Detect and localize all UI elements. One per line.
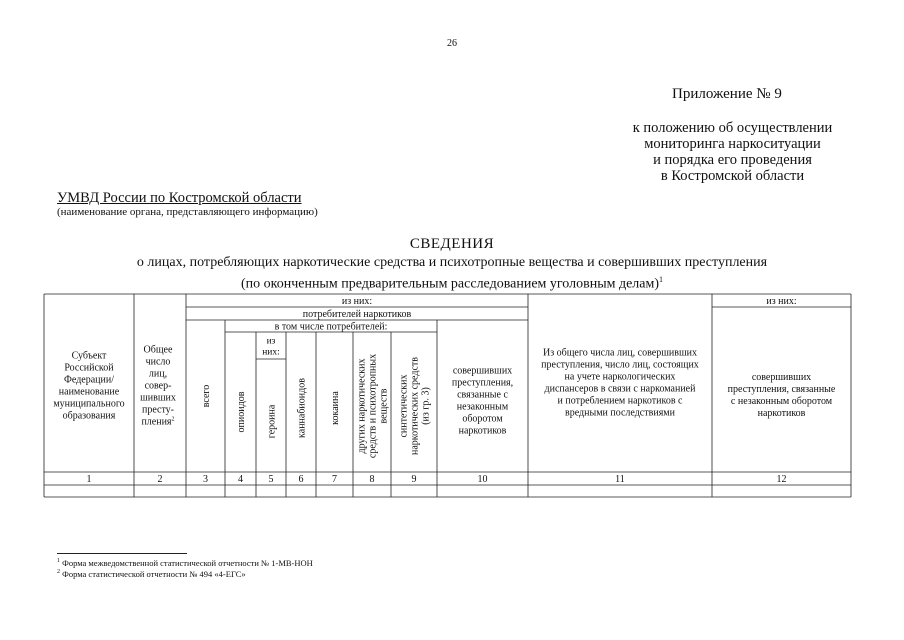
- column-number-1: [87, 474, 92, 485]
- subtitle-footnote-mark: 1: [659, 275, 664, 284]
- column-number-8: [370, 474, 375, 485]
- col-2-header-line: совер-: [144, 380, 172, 392]
- col-2-footnote-mark: 2: [171, 416, 175, 423]
- col-9-header: [399, 357, 432, 455]
- col-2-header: [140, 345, 176, 428]
- group-iz-nih: [342, 296, 372, 307]
- column-number-1-line: 1: [86, 474, 92, 485]
- col-5-header: [267, 404, 278, 438]
- group-right-iz-nih-line: из них:: [766, 296, 797, 307]
- col-5-header-line: героина: [266, 404, 278, 439]
- footnote-2-text: Форма статистической отчетности № 494 «4-ЕГС»: [62, 569, 246, 579]
- column-number-6-line: 6: [298, 474, 304, 485]
- column-number-11: [615, 474, 625, 485]
- group-small-iz-nih-line: из: [266, 336, 276, 347]
- col-2-header-line: Общее: [143, 344, 173, 356]
- col-4-header-line: опиоидов: [236, 391, 247, 433]
- col-11-header-line: и потреблением наркотиков с: [557, 395, 683, 407]
- column-number-2-line: 2: [157, 474, 163, 485]
- col-10-header-line: совершивших: [452, 365, 513, 377]
- table-text: [53, 296, 836, 485]
- column-number-2: [158, 474, 163, 485]
- col-12-header-line: с незаконным оборотом: [730, 396, 833, 407]
- col-6-header-line: каннабиоидов: [296, 378, 308, 438]
- column-number-5: [269, 474, 274, 485]
- col-1-header-line: Субъект: [71, 350, 107, 362]
- col-8-header: [357, 354, 390, 458]
- col-10-header-line: наркотиков: [458, 425, 507, 437]
- regulation-line: в Костромской области: [660, 168, 805, 184]
- footnote-2-mark: 2: [57, 569, 60, 576]
- col-8-header-line: средств и психотропных: [367, 353, 379, 459]
- column-number-6: [299, 474, 304, 485]
- col-1-header-line: муниципального: [53, 398, 125, 410]
- footnote-1-text: Форма межведомственной статистической отчетности № 1-МВ-НОН: [62, 558, 313, 568]
- col-12-header-line: преступления, связанные: [727, 384, 836, 395]
- column-number-5-line: 5: [268, 474, 274, 485]
- column-number-12-line: 12: [776, 474, 787, 485]
- regulation-line: и порядка его проведения: [653, 152, 812, 168]
- col-10-header-line: связанные с: [457, 389, 508, 401]
- col-1-header-line: образования: [62, 410, 116, 422]
- col-2-header-line: число: [145, 356, 171, 368]
- col-11-header-line: вредными последствиями: [565, 407, 675, 419]
- col-11-header-line: на учете наркологических: [564, 371, 676, 383]
- col-8-header-line: других наркотических: [356, 358, 368, 454]
- col-3-header-line: всего: [201, 384, 212, 408]
- col-10-header-line: незаконным: [456, 401, 509, 413]
- col-9-header-line: наркотических средств: [409, 357, 421, 455]
- column-number-3: [203, 474, 208, 485]
- col-10-header: [452, 366, 513, 437]
- group-consumers: [303, 309, 412, 320]
- col-12-header-line: наркотиков: [757, 408, 806, 419]
- regulation-line: к положению об осуществлении: [632, 120, 833, 136]
- col-2-header-line: пления$^2$: [141, 416, 175, 428]
- col-1-header-line: наименование: [58, 386, 120, 398]
- document-title: СВЕДЕНИЯ: [409, 236, 495, 252]
- footnote-1-mark: 1: [57, 558, 60, 565]
- footnote-1: [57, 558, 313, 568]
- col-12-header: [728, 372, 836, 419]
- group-small-iz-nih-line: них:: [262, 347, 280, 358]
- col-2-header-line: лиц,: [148, 368, 168, 380]
- col-1-header: [53, 351, 124, 422]
- col-9-header-line: (из гр. 3): [420, 387, 432, 425]
- col-11-header-line: диспансеров в связи с наркоманией: [544, 383, 696, 395]
- column-number-3-line: 3: [203, 474, 208, 485]
- col-12-header-line: совершивших: [751, 372, 812, 383]
- column-number-4-line: 4: [238, 474, 243, 485]
- organization-caption: (наименование органа, представляющего информацию): [57, 206, 318, 218]
- subtitle-line-1: о лицах, потребляющих наркотические средства и психотропные вещества и совершивших преступления: [136, 255, 768, 270]
- page-number: 26: [447, 38, 457, 49]
- col-2-header-line: престу-: [141, 404, 175, 416]
- column-number-10: [478, 474, 488, 485]
- col-10-header-line: преступления,: [451, 377, 514, 389]
- appendix-label: Приложение № 9: [672, 86, 782, 102]
- column-number-9: [412, 474, 417, 485]
- footnote-2: [57, 569, 246, 579]
- group-small-iz-nih: [262, 336, 280, 357]
- footnote-separator: [57, 553, 187, 554]
- column-number-9-line: 9: [411, 474, 417, 485]
- organization-name: УМВД России по Костромской области: [57, 190, 302, 206]
- group-consumers-line: потребителей наркотиков: [302, 309, 412, 320]
- regulation-line: мониторинга наркоситуации: [644, 136, 821, 152]
- col-8-header-line: веществ: [378, 388, 390, 424]
- col-11-header-line: преступления, число лиц, состоящих: [541, 359, 699, 371]
- column-number-4: [238, 474, 243, 485]
- col-10-header-line: оборотом: [462, 413, 503, 425]
- subtitle-line-2-text: (по оконченным предварительным расследованием уголовным делам): [240, 276, 660, 292]
- column-number-11-line: 11: [615, 474, 625, 485]
- column-number-10-line: 10: [477, 474, 488, 485]
- group-including: [275, 322, 388, 333]
- col-4-header: [236, 391, 247, 432]
- col-2-header-line: шивших: [140, 392, 176, 404]
- column-number-7-line: 7: [332, 474, 337, 485]
- column-number-7: [332, 474, 337, 485]
- column-number-8-line: 8: [369, 474, 375, 485]
- group-right-iz-nih: [766, 296, 796, 307]
- col-7-header-line: кокаина: [330, 391, 341, 425]
- group-iz-nih-line: из них:: [341, 296, 373, 307]
- col-1-header-line: Федерации/: [63, 374, 115, 386]
- col-1-header-line: Российской: [64, 362, 114, 374]
- col-7-header: [330, 391, 341, 425]
- col-9-header-line: синтетических: [398, 374, 410, 438]
- col-11-header: [541, 348, 699, 419]
- column-number-12: [777, 474, 787, 485]
- group-including-line: в том числе потребителей:: [274, 321, 388, 333]
- col-11-header-line: Из общего числа лиц, совершивших: [542, 347, 698, 359]
- col-6-header: [297, 378, 308, 438]
- col-3-header: [201, 385, 212, 408]
